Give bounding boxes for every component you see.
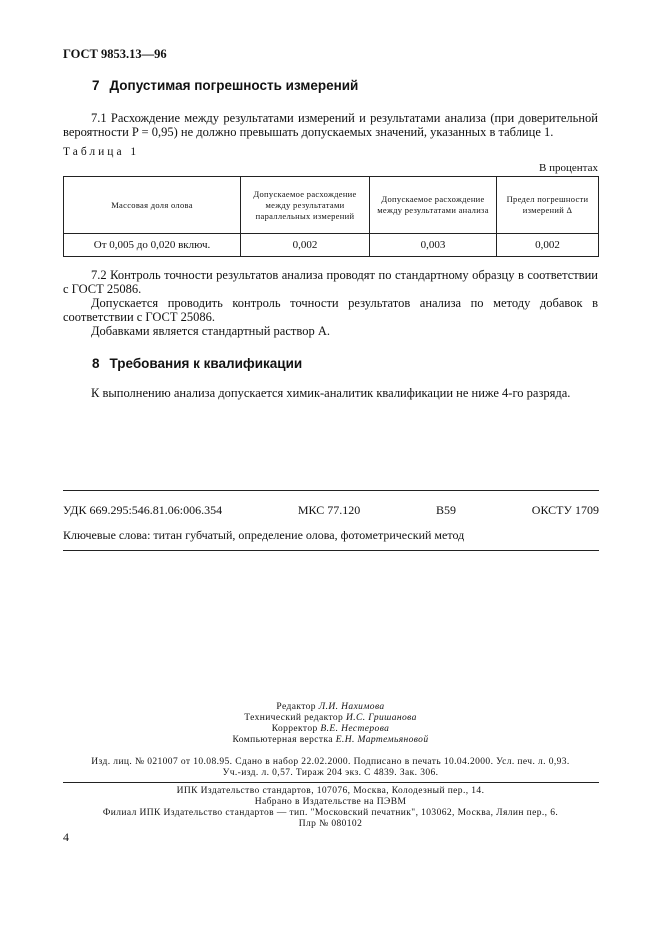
section-7-number: 7	[92, 78, 100, 93]
classification-row	[63, 503, 599, 518]
credits-layout	[0, 735, 661, 746]
divider-rule	[63, 782, 599, 783]
table-cell: От 0,005 до 0,020 включ.	[64, 234, 241, 257]
publisher-line-4: Плр № 080102	[298, 819, 363, 829]
publisher-line-2: Набрано в Издательстве на ПЭВМ	[254, 797, 407, 807]
table-cell: 0,002	[241, 234, 370, 257]
credits-tech-editor	[0, 713, 661, 724]
running-header: ГОСТ 9853.13—96	[63, 47, 167, 61]
section-8-heading	[92, 356, 302, 371]
paragraph-8: К выполнению анализа допускается химик-аналитик квалификации не ниже 4-го разряда.	[91, 386, 571, 400]
page-number: 4	[63, 830, 69, 844]
table-cell: 0,002	[497, 234, 599, 257]
table-header-cell: Допускаемое расхождение между результатами параллельных измерений	[241, 177, 370, 234]
section-7-title: Допустимая погрешность измерений	[109, 78, 359, 93]
divider-rule	[63, 550, 599, 551]
editor-label: Редактор	[276, 702, 316, 712]
imprint-line-1: Изд. лиц. № 021007 от 10.08.95. Сдано в набор 22.02.2000. Подписано в печать 10.04.2000. Усл. печ. л. 0,93.	[91, 757, 570, 767]
section-8-title: Требования к квалификации	[109, 356, 303, 371]
layout-label: Компьютерная верстка	[232, 735, 333, 745]
table-header-cell: Допускаемое расхождение между результатами анализа	[370, 177, 497, 234]
corrector-name: В.Е. Нестерова	[320, 724, 390, 734]
table-caption: Таблица 1	[63, 146, 140, 158]
tech-editor-label: Технический редактор	[244, 713, 344, 723]
section-8-number: 8	[92, 356, 100, 371]
table-unit-note: В процентах	[539, 162, 598, 174]
credits-editor	[0, 702, 661, 713]
corrector-label: Корректор	[271, 724, 318, 734]
table-cell: 0,003	[370, 234, 497, 257]
udk-code: УДК 669.295:546.81.06:006.354	[63, 503, 223, 517]
paragraph-7-1: 7.1 Расхождение между результатами измерений и результатами анализа (при доверительной вероятности P = 0,95) не должно превышать допускаемых значений, указанных в таблице 1.	[63, 111, 598, 139]
table-header-row	[64, 177, 599, 234]
table-row	[64, 234, 599, 257]
paragraph-7-2-additions: Допускается проводить контроль точности результатов анализа по методу добавок в соответствии с ГОСТ 25086.	[63, 296, 598, 324]
imprint-line-2: Уч.-изд. л. 0,57. Тираж 204 экз. С 4839. Зак. 306.	[222, 768, 439, 778]
credits-corrector	[0, 724, 661, 735]
divider-rule	[63, 490, 599, 491]
table-header-cell: Предел погрешности измерений Δ	[497, 177, 599, 234]
group-code: В59	[436, 503, 457, 517]
publisher-line-1: ИПК Издательство стандартов, 107076, Москва, Колодезный пер., 14.	[176, 786, 485, 796]
tolerance-table	[63, 176, 599, 257]
publisher-line-3: Филиал ИПК Издательство стандартов — тип. "Московский печатник", 103062, Москва, Лялин пер., 6.	[102, 808, 559, 818]
okstu-code: ОКСТУ 1709	[531, 503, 599, 517]
tech-editor-name: И.С. Гришанова	[345, 713, 417, 723]
paragraph-7-2: 7.2 Контроль точности результатов анализа проводят по стандартному образцу в соответствии с ГОСТ 25086.	[63, 268, 598, 296]
editor-name: Л.И. Нахимова	[318, 702, 385, 712]
section-7-heading	[92, 78, 358, 93]
mks-code: МКС 77.120	[297, 503, 361, 517]
table-header-cell: Массовая доля олова	[64, 177, 241, 234]
keywords: Ключевые слова: титан губчатый, определение олова, фотометрический метод	[63, 528, 465, 542]
layout-name: Е.Н. Мартемьяновой	[335, 735, 429, 745]
paragraph-7-2-reagent: Добавками является стандартный раствор А.	[91, 324, 330, 338]
